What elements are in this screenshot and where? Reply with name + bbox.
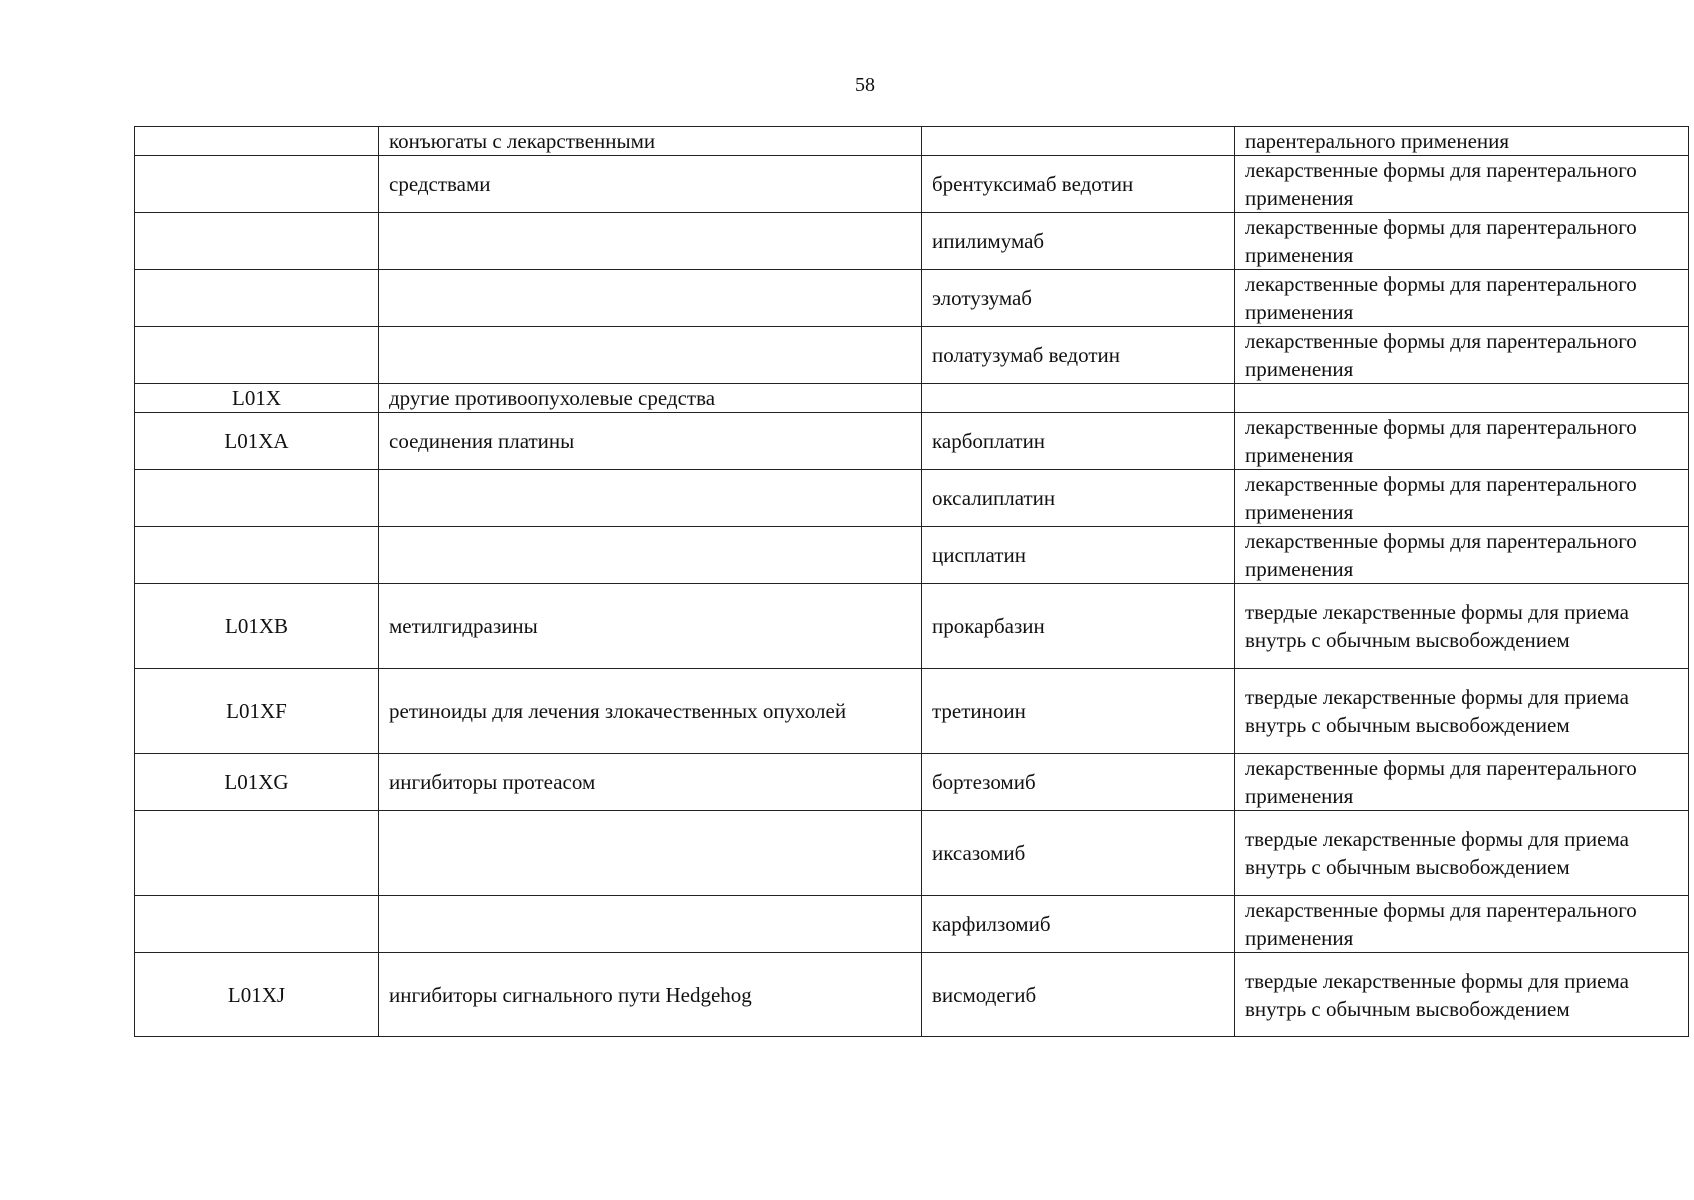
dosage-form-cell: лекарственные формы для парентерального применения [1235,470,1689,527]
group-name-cell [379,527,922,584]
table-row [135,953,1689,1037]
dosage-form-cell: лекарственные формы для парентерального применения [1235,754,1689,811]
drug-name-cell: бортезомиб [922,754,1235,811]
group-name-cell [379,811,922,896]
group-name-cell: ингибиторы протеасом [379,754,922,811]
atc-code-cell: L01XB [135,584,379,669]
atc-code-cell [135,327,379,384]
table-row [135,811,1689,896]
dosage-form-cell: лекарственные формы для парентерального применения [1235,156,1689,213]
atc-code-cell [135,896,379,953]
dosage-form-cell: твердые лекарственные формы для приема внутрь с обычным высвобождением [1235,669,1689,754]
atc-code-cell [135,527,379,584]
drug-name-cell: висмодегиб [922,953,1235,1037]
drug-name-cell: полатузумаб ведотин [922,327,1235,384]
atc-code-cell [135,213,379,270]
table-row [135,384,1689,413]
atc-code-cell: L01X [135,384,379,413]
drug-name-cell [922,127,1235,156]
table-row [135,896,1689,953]
drug-name-cell: цисплатин [922,527,1235,584]
atc-code-cell: L01XF [135,669,379,754]
table-row [135,470,1689,527]
group-name-cell [379,213,922,270]
group-name-cell [379,470,922,527]
group-name-cell: средствами [379,156,922,213]
group-name-cell: ретиноиды для лечения злокачественных опухолей [379,669,922,754]
drug-name-cell: прокарбазин [922,584,1235,669]
group-name-cell: соединения платины [379,413,922,470]
table-row [135,327,1689,384]
atc-code-cell [135,811,379,896]
dosage-form-cell: твердые лекарственные формы для приема внутрь с обычным высвобождением [1235,584,1689,669]
drug-name-cell: карфилзомиб [922,896,1235,953]
atc-code-cell [135,127,379,156]
table-row [135,270,1689,327]
drug-name-cell: брентуксимаб ведотин [922,156,1235,213]
group-name-cell: другие противоопухолевые средства [379,384,922,413]
dosage-form-cell: лекарственные формы для парентерального применения [1235,896,1689,953]
dosage-form-cell: парентерального применения [1235,127,1689,156]
table-row [135,127,1689,156]
group-name-cell [379,270,922,327]
table-row [135,156,1689,213]
drug-name-cell: элотузумаб [922,270,1235,327]
atc-code-cell: L01XG [135,754,379,811]
atc-code-cell [135,470,379,527]
group-name-cell [379,896,922,953]
group-name-cell: метилгидразины [379,584,922,669]
dosage-form-cell: лекарственные формы для парентерального применения [1235,527,1689,584]
group-name-cell: конъюгаты с лекарственными [379,127,922,156]
table-row [135,669,1689,754]
atc-code-cell: L01XJ [135,953,379,1037]
page-number: 58 [855,74,875,96]
drug-name-cell: ипилимумаб [922,213,1235,270]
table-row [135,527,1689,584]
atc-code-cell [135,270,379,327]
group-name-cell [379,327,922,384]
table-row [135,213,1689,270]
drug-name-cell: оксалиплатин [922,470,1235,527]
dosage-form-cell: твердые лекарственные формы для приема внутрь с обычным высвобождением [1235,811,1689,896]
drug-table [134,126,1689,1037]
atc-code-cell: L01XA [135,413,379,470]
dosage-form-cell: лекарственные формы для парентерального применения [1235,270,1689,327]
drug-name-cell [922,384,1235,413]
atc-code-cell [135,156,379,213]
group-name-cell: ингибиторы сигнального пути Hedgehog [379,953,922,1037]
dosage-form-cell: твердые лекарственные формы для приема внутрь с обычным высвобождением [1235,953,1689,1037]
table-row [135,754,1689,811]
drug-name-cell: третиноин [922,669,1235,754]
drug-name-cell: иксазомиб [922,811,1235,896]
table-row [135,413,1689,470]
table-row [135,584,1689,669]
dosage-form-cell: лекарственные формы для парентерального применения [1235,413,1689,470]
dosage-form-cell [1235,384,1689,413]
drug-name-cell: карбоплатин [922,413,1235,470]
dosage-form-cell: лекарственные формы для парентерального применения [1235,327,1689,384]
dosage-form-cell: лекарственные формы для парентерального применения [1235,213,1689,270]
